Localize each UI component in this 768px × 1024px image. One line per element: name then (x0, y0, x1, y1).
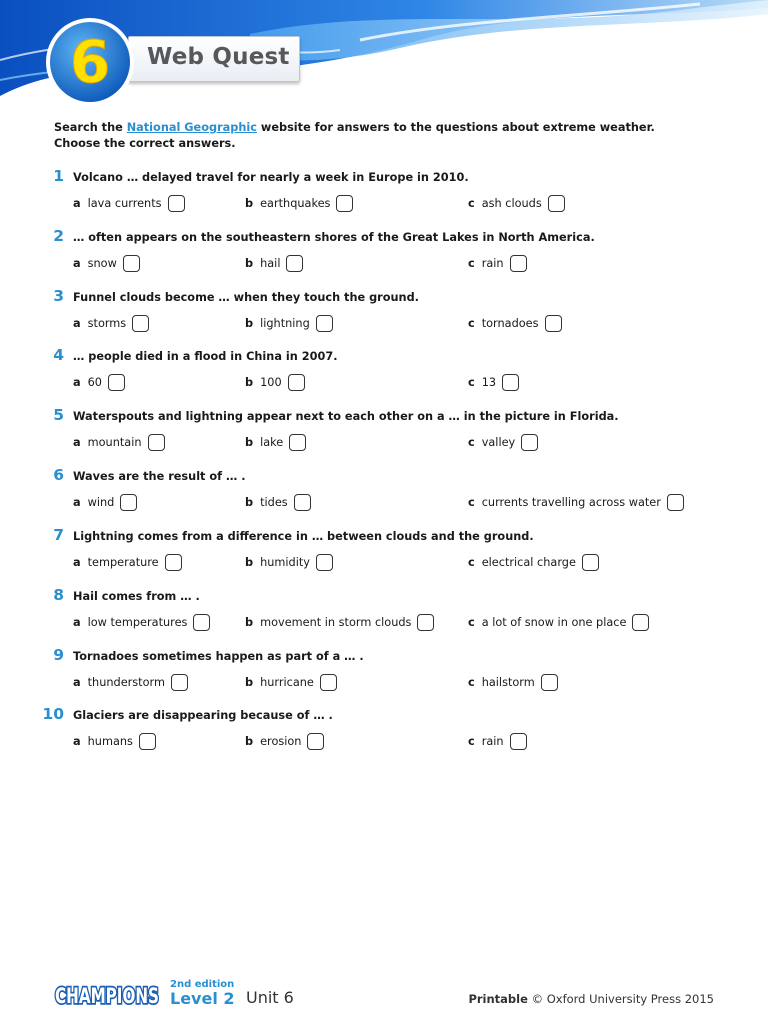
option-label: currents travelling across water (481, 496, 661, 509)
answer-checkbox[interactable] (168, 195, 185, 212)
instructions-line-2: Choose the correct answers. (54, 136, 236, 150)
answer-option-b (245, 733, 324, 750)
answer-checkbox[interactable] (316, 315, 333, 332)
answer-option-a (73, 733, 156, 750)
option-letter: a (73, 317, 81, 330)
question-text: … often appears on the southeastern shores of the Great Lakes in North America. (73, 231, 595, 244)
option-letter: b (245, 197, 254, 210)
instructions-text: Search the (54, 121, 127, 134)
option-label: wind (87, 496, 115, 509)
answer-option-a (73, 494, 137, 511)
question-item (0, 526, 768, 590)
option-letter: c (468, 197, 475, 210)
question-item (0, 167, 768, 231)
option-letter: c (468, 556, 475, 569)
answer-option-c (468, 374, 519, 391)
option-label: temperature (87, 556, 159, 569)
option-label: hailstorm (481, 676, 535, 689)
option-letter: a (73, 376, 81, 389)
option-label: rain (481, 735, 504, 748)
option-label: tides (260, 496, 288, 509)
option-label: ash clouds (481, 197, 542, 210)
option-label: valley (481, 436, 516, 449)
question-text: Waves are the result of … . (73, 470, 246, 483)
answer-checkbox[interactable] (502, 374, 519, 391)
question-number: 4 (53, 346, 64, 364)
option-letter: b (245, 676, 254, 689)
answer-option-a (73, 554, 182, 571)
answer-checkbox[interactable] (417, 614, 434, 631)
question-number: 10 (42, 705, 64, 723)
option-letter: b (245, 317, 254, 330)
answer-checkbox[interactable] (193, 614, 210, 631)
answer-checkbox[interactable] (582, 554, 599, 571)
answer-option-a (73, 674, 188, 691)
answer-checkbox[interactable] (510, 255, 527, 272)
answer-option-a (73, 434, 165, 451)
instructions (54, 120, 694, 151)
answer-checkbox[interactable] (510, 733, 527, 750)
question-text: Tornadoes sometimes happen as part of a … . (73, 650, 364, 663)
answer-checkbox[interactable] (336, 195, 353, 212)
option-letter: a (73, 616, 81, 629)
option-label: snow (87, 257, 117, 270)
question-text: Funnel clouds become … when they touch the ground. (73, 291, 419, 304)
option-letter: b (245, 735, 254, 748)
option-letter: b (245, 376, 254, 389)
answer-option-b (245, 255, 303, 272)
option-label: lightning (260, 317, 310, 330)
question-text: Lightning comes from a difference in … between clouds and the ground. (73, 530, 534, 543)
answer-checkbox[interactable] (320, 674, 337, 691)
answer-checkbox[interactable] (120, 494, 137, 511)
question-text: Volcano … delayed travel for nearly a week in Europe in 2010. (73, 171, 469, 184)
question-text: Waterspouts and lightning appear next to each other on a … in the picture in Florida. (73, 410, 619, 423)
answer-option-b (245, 554, 333, 571)
question-text: Hail comes from … . (73, 590, 200, 603)
answer-option-a (73, 255, 140, 272)
question-item (0, 227, 768, 291)
option-letter: c (468, 676, 475, 689)
answer-checkbox[interactable] (139, 733, 156, 750)
question-text: Glaciers are disappearing because of … . (73, 709, 333, 722)
option-letter: b (245, 436, 254, 449)
option-label: rain (481, 257, 504, 270)
answer-option-b (245, 374, 305, 391)
answer-checkbox[interactable] (548, 195, 565, 212)
unit-number: 6 (69, 28, 111, 96)
instructions-text-end: website for answers to the questions about extreme weather. (256, 121, 655, 134)
champions-logo (54, 980, 162, 1008)
option-letter: c (468, 735, 475, 748)
answer-option-c (468, 434, 538, 451)
question-text: … people died in a flood in China in 2007. (73, 350, 338, 363)
option-letter: c (468, 257, 475, 270)
answer-option-c (468, 494, 684, 511)
answer-checkbox[interactable] (316, 554, 333, 571)
option-label: movement in storm clouds (260, 616, 412, 629)
option-label: 60 (87, 376, 102, 389)
option-label: humans (87, 735, 133, 748)
unit-label: Unit 6 (246, 988, 294, 1007)
answer-checkbox[interactable] (521, 434, 538, 451)
answer-option-b (245, 494, 311, 511)
option-letter: c (468, 317, 475, 330)
option-label: lake (260, 436, 284, 449)
answer-checkbox[interactable] (108, 374, 125, 391)
answer-checkbox[interactable] (171, 674, 188, 691)
question-item (0, 586, 768, 650)
answer-option-c (468, 733, 527, 750)
option-letter: b (245, 616, 254, 629)
answer-checkbox[interactable] (289, 434, 306, 451)
answer-checkbox[interactable] (307, 733, 324, 750)
level-label: Level 2 (170, 989, 235, 1008)
option-letter: b (245, 496, 254, 509)
option-label: hail (260, 257, 281, 270)
question-item (0, 406, 768, 470)
answer-option-a (73, 374, 125, 391)
option-label: 13 (481, 376, 497, 389)
answer-checkbox[interactable] (545, 315, 562, 332)
option-letter: a (73, 735, 81, 748)
answer-option-c (468, 674, 558, 691)
answer-checkbox[interactable] (286, 255, 303, 272)
option-letter: c (468, 436, 475, 449)
option-letter: c (468, 496, 475, 509)
svg-text:CHAMPIONS: CHAMPIONS (55, 984, 159, 1008)
option-letter: a (73, 197, 81, 210)
answer-option-c (468, 195, 565, 212)
option-label: low temperatures (87, 616, 188, 629)
question-number: 7 (53, 526, 64, 544)
option-label: electrical charge (481, 556, 576, 569)
answer-checkbox[interactable] (294, 494, 311, 511)
answer-checkbox[interactable] (541, 674, 558, 691)
question-number: 2 (53, 227, 64, 245)
instructions-line-1 (54, 120, 694, 136)
page-title: Web Quest (147, 44, 290, 70)
answer-option-c (468, 315, 562, 332)
question-item (0, 705, 768, 769)
option-label: mountain (87, 436, 142, 449)
unit-number-badge (44, 16, 136, 108)
question-number: 9 (53, 646, 64, 664)
national-geographic-link[interactable]: National Geographic (126, 121, 257, 134)
option-letter: b (245, 257, 254, 270)
option-label: tornadoes (481, 317, 539, 330)
answer-checkbox[interactable] (288, 374, 305, 391)
answer-option-b (245, 195, 353, 212)
answer-option-b (245, 614, 434, 631)
answer-option-a (73, 315, 149, 332)
question-item (0, 466, 768, 530)
option-label: 100 (260, 376, 282, 389)
option-letter: a (73, 556, 81, 569)
option-label: storms (87, 317, 127, 330)
answer-checkbox[interactable] (165, 554, 182, 571)
answer-checkbox[interactable] (667, 494, 684, 511)
question-item (0, 346, 768, 410)
copyright-text: © Oxford University Press 2015 (531, 992, 714, 1006)
question-number: 5 (53, 406, 64, 424)
option-label: erosion (260, 735, 302, 748)
answer-checkbox[interactable] (148, 434, 165, 451)
question-number: 8 (53, 586, 64, 604)
answer-option-b (245, 315, 333, 332)
option-label: hurricane (260, 676, 314, 689)
page-title-plate (128, 36, 300, 82)
option-letter: a (73, 257, 81, 270)
option-label: a lot of snow in one place (481, 616, 627, 629)
question-number: 6 (53, 466, 64, 484)
answer-checkbox[interactable] (132, 315, 149, 332)
option-letter: a (73, 436, 81, 449)
question-item (0, 287, 768, 351)
answer-option-b (245, 434, 306, 451)
option-letter: b (245, 556, 254, 569)
question-number: 1 (53, 167, 64, 185)
answer-option-c (468, 255, 527, 272)
edition-label: 2nd edition (170, 979, 235, 990)
answer-option-a (73, 614, 210, 631)
answer-option-b (245, 674, 337, 691)
question-item (0, 646, 768, 710)
option-label: earthquakes (260, 197, 331, 210)
option-letter: a (73, 496, 81, 509)
option-label: lava currents (87, 197, 162, 210)
option-label: thunderstorm (87, 676, 165, 689)
answer-checkbox[interactable] (123, 255, 140, 272)
answer-option-a (73, 195, 185, 212)
copyright-line (468, 992, 714, 1006)
question-number: 3 (53, 287, 64, 305)
printable-label: Printable (468, 992, 528, 1006)
answer-option-c (468, 614, 649, 631)
option-label: humidity (260, 556, 310, 569)
answer-checkbox[interactable] (632, 614, 649, 631)
option-letter: a (73, 676, 81, 689)
option-letter: c (468, 376, 475, 389)
option-letter: c (468, 616, 475, 629)
answer-option-c (468, 554, 599, 571)
